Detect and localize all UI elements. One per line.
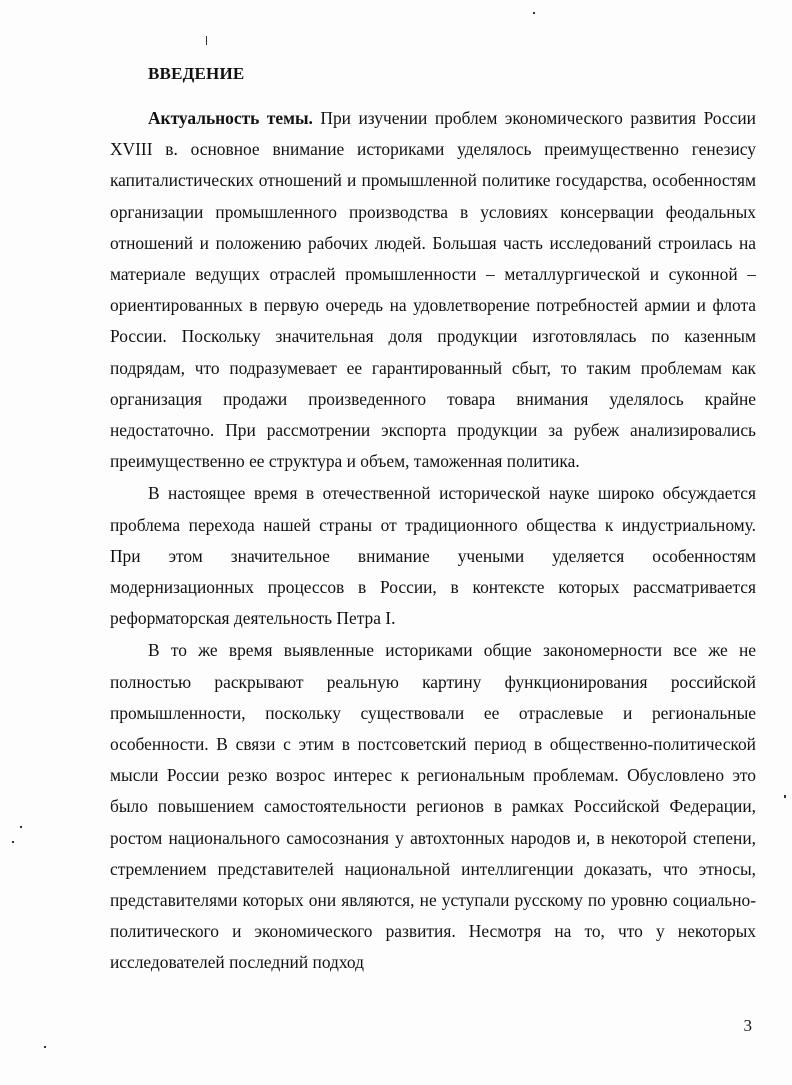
page-number: 3 xyxy=(743,1016,752,1035)
paragraph-text: При изучении проблем экономического развития России XVIII в. основное внимание историками уделялось преимущественно генезису капиталистических отношений и промышленной политике государства, особенностям организации промышленного производства в условиях консервации феодальных отношений и положению рабочих людей. Большая часть исследований строилась на материале ведущих отраслей промышленности – металлургической и суконной – ориентированных в первую очередь на удовлетворение потребностей армии и флота России. Поскольку значительная доля продукции изготовлялась по казенным подрядам, что подразумевает ее гарантированный сбыт, то таким проблемам как организация продажи произведенного товара внимания уделялось крайне недостаточно. При рассмотрении экспорта продукции за рубеж анализировались преимущественно ее структура и объем, таможенная политика. xyxy=(110,108,756,472)
body-text xyxy=(110,103,756,979)
scan-speck xyxy=(12,841,14,843)
scan-speck xyxy=(533,12,535,14)
paragraph-2 xyxy=(110,478,756,634)
paragraph-text: В то же время выявленные историками общие закономерности все же не полностью раскрывают реальную картину функционирования российской промышленности, поскольку существовали ее отраслевые и региональные особенности. В связи с этим в постсоветский период в общественно-политической мысли России резко возрос интерес к региональным проблемам. Обусловлено это было повышением самостоятельности регионов в рамках Российской Федерации, ростом национального самосознания у автохтонных народов и, в некоторой степени, стремлением представителей национальной интеллигенции доказать, что этносы, представителями которых они являются, не уступали русскому по уровню социально-политического и экономического развития. Несмотря на то, что у некоторых исследователей последний подход xyxy=(110,640,756,973)
scan-speck xyxy=(44,1046,46,1048)
paragraph-lead: Актуальность темы. xyxy=(148,108,313,128)
scan-speck xyxy=(784,795,786,798)
paragraph-text: В настоящее время в отечественной исторической науке широко обсуждается проблема перехода нашей страны от традиционного общества к индустриальному. При этом значительное внимание учеными уделяется особенностям модернизационных процессов в России, в контексте которых рассматривается реформаторская деятельность Петра I. xyxy=(110,483,756,629)
scan-speck xyxy=(206,36,207,45)
section-heading: ВВЕДЕНИЕ xyxy=(148,64,245,83)
paragraph-1 xyxy=(110,103,756,477)
scan-speck xyxy=(20,826,22,828)
paragraph-3 xyxy=(110,635,756,978)
